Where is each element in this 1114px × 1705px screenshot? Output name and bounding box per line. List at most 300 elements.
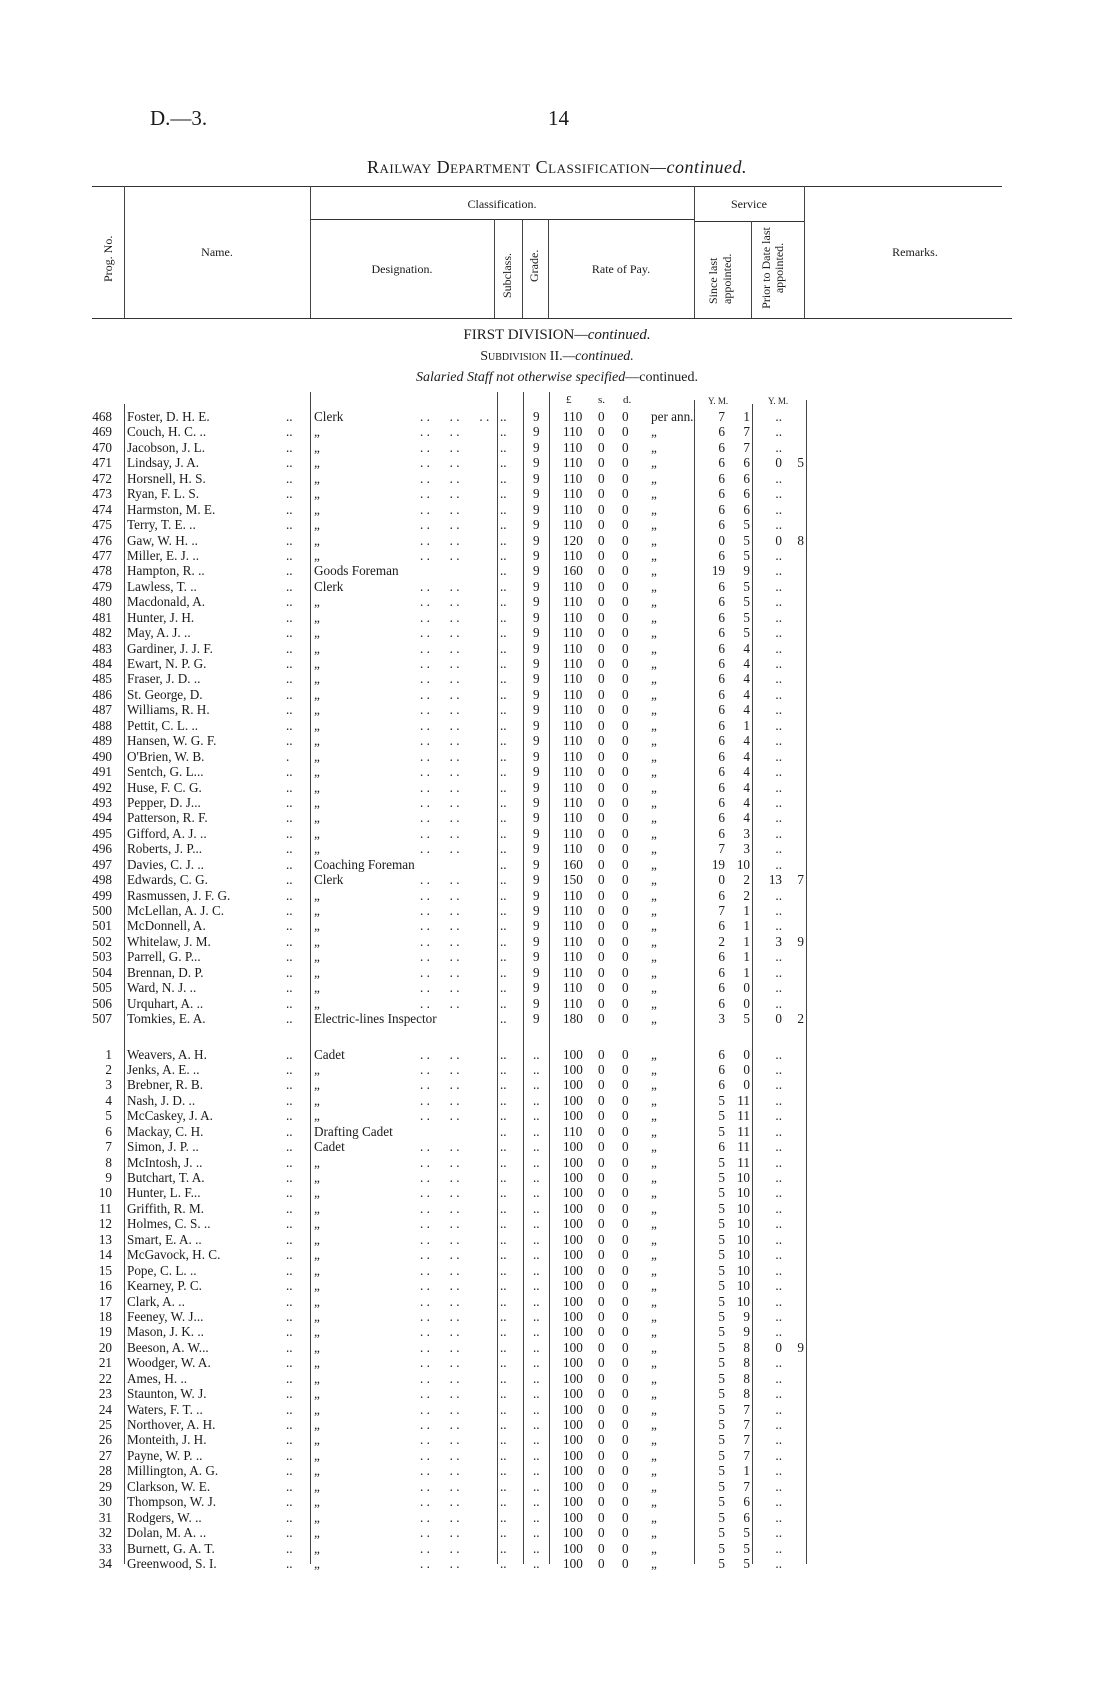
cell-designation-leader: . . . . <box>420 1185 460 1201</box>
cell-pay-pounds: 180 <box>563 1011 583 1027</box>
cell-pay-period: „ <box>651 1463 657 1479</box>
cell-grade: 9 <box>533 964 540 980</box>
cell-since-years: 6 <box>718 486 725 502</box>
cell-pay-period: „ <box>651 1092 657 1108</box>
cell-since-years: 5 <box>718 1494 725 1510</box>
cell-since-years: 5 <box>718 1216 725 1232</box>
cell-pay-pence: 0 <box>622 1262 629 1278</box>
cell-prog-no: 9 <box>105 1170 112 1185</box>
cell-prior-years: .. <box>775 733 782 749</box>
cell-pay-pence: 0 <box>622 1463 629 1479</box>
cell-designation: „ <box>314 825 320 841</box>
cell-designation: „ <box>314 1370 320 1386</box>
table-row <box>0 1340 1114 1355</box>
cell-since-months: 3 <box>743 841 750 857</box>
unit-pence: d. <box>623 394 632 406</box>
cell-name: St. George, D. <box>127 686 203 702</box>
cell-since-years: 6 <box>718 748 725 764</box>
cell-name: May, A. J. .. <box>127 625 191 641</box>
cell-pay-shillings: 0 <box>598 1216 605 1232</box>
cell-pay-shillings: 0 <box>598 1324 605 1340</box>
cell-pay-pounds: 110 <box>563 640 583 656</box>
cell-pay-pounds: 100 <box>563 1432 583 1448</box>
cell-name-leader: .. <box>286 810 293 826</box>
cell-grade: 9 <box>533 856 540 872</box>
cell-pay-shillings: 0 <box>598 671 605 687</box>
cell-pay-period: „ <box>651 1339 657 1355</box>
cell-name: Harmston, M. E. <box>127 501 216 517</box>
cell-since-years: 5 <box>718 1401 725 1417</box>
cell-subclass: .. <box>500 1262 507 1278</box>
table-row <box>0 1201 1114 1216</box>
cell-prior-years: .. <box>775 779 782 795</box>
staff-heading <box>0 370 1114 386</box>
cell-designation: „ <box>314 1231 320 1247</box>
cell-pay-shillings: 0 <box>598 1525 605 1541</box>
cell-pay-pounds: 110 <box>563 455 583 471</box>
cell-since-years: 7 <box>718 903 725 918</box>
cell-pay-pence: 0 <box>622 686 629 702</box>
cell-prog-no: 486 <box>92 686 112 702</box>
cell-prior-years: .. <box>775 810 782 826</box>
header-prog-no: Prog. No. <box>101 235 115 282</box>
cell-pay-shillings: 0 <box>598 501 605 517</box>
cell-pay-period: „ <box>651 1061 657 1077</box>
cell-pay-pounds: 100 <box>563 1154 583 1170</box>
cell-prior-years: .. <box>775 949 782 965</box>
table-row <box>0 1402 1114 1417</box>
cell-name: Dolan, M. A. .. <box>127 1525 207 1541</box>
cell-pay-period: „ <box>651 640 657 656</box>
cell-pay-shillings: 0 <box>598 794 605 810</box>
cell-prior-years: .. <box>775 1278 782 1294</box>
cell-designation: „ <box>314 1525 320 1541</box>
cell-pay-pence: 0 <box>622 1540 629 1556</box>
cell-pay-shillings: 0 <box>598 1170 605 1185</box>
cell-subclass: .. <box>500 1478 507 1494</box>
cell-since-years: 0 <box>718 532 725 548</box>
classification-rule <box>310 219 694 220</box>
cell-grade: .. <box>533 1278 540 1294</box>
cell-designation-leader: . . . . <box>420 1308 460 1324</box>
table-row <box>0 965 1114 980</box>
cell-prog-no: 29 <box>98 1478 112 1494</box>
cell-grade: .. <box>533 1355 540 1371</box>
cell-prior-months: 9 <box>797 933 804 949</box>
cell-pay-pounds: 100 <box>563 1370 583 1386</box>
cell-name: Macdonald, A. <box>127 594 206 610</box>
cell-prog-no: 487 <box>92 702 112 718</box>
header-divider <box>751 221 752 318</box>
cell-grade: 9 <box>533 686 540 702</box>
cell-since-months: 10 <box>736 1247 750 1263</box>
cell-pay-period: „ <box>651 1417 657 1432</box>
cell-since-years: 6 <box>718 964 725 980</box>
cell-designation-leader: . . . . <box>420 1494 460 1510</box>
cell-pay-shillings: 0 <box>598 1432 605 1448</box>
cell-pay-pounds: 110 <box>563 748 583 764</box>
cell-prog-no: 507 <box>92 1011 112 1027</box>
cell-prior-years: .. <box>775 439 782 455</box>
cell-name: Tomkies, E. A. <box>127 1011 206 1027</box>
cell-pay-shillings: 0 <box>598 1061 605 1077</box>
cell-pay-pounds: 100 <box>563 1339 583 1355</box>
cell-designation: „ <box>314 1386 320 1402</box>
cell-since-months: 6 <box>743 1494 750 1510</box>
cell-name: Brennan, D. P. <box>127 964 204 980</box>
table-row <box>0 780 1114 795</box>
cell-since-years: 6 <box>718 825 725 841</box>
table-row <box>0 1510 1114 1525</box>
cell-since-months: 1 <box>743 949 750 965</box>
cell-subclass: .. <box>500 887 507 903</box>
cell-pay-period: „ <box>651 1216 657 1232</box>
cell-pay-pence: 0 <box>622 794 629 810</box>
cell-since-months: 1 <box>743 1463 750 1479</box>
cell-grade: .. <box>533 1447 540 1463</box>
cell-since-months: 11 <box>737 1139 750 1155</box>
cell-prior-years: .. <box>775 671 782 687</box>
cell-pay-pounds: 110 <box>563 841 583 857</box>
table-row <box>0 1247 1114 1262</box>
cell-pay-period: „ <box>651 547 657 563</box>
page-title-continued: —continued. <box>649 157 747 177</box>
cell-since-years: 6 <box>718 594 725 610</box>
cell-name-leader: .. <box>286 1092 293 1108</box>
cell-since-years: 5 <box>718 1509 725 1525</box>
cell-pay-shillings: 0 <box>598 1262 605 1278</box>
cell-designation-leader: . . . . <box>420 1108 460 1124</box>
table-row <box>0 1108 1114 1123</box>
cell-designation: „ <box>314 1401 320 1417</box>
cell-designation: „ <box>314 547 320 563</box>
cell-pay-pence: 0 <box>622 903 629 918</box>
cell-grade: .. <box>533 1417 540 1432</box>
cell-name-leader: .. <box>286 640 293 656</box>
cell-name: Brebner, R. B. <box>127 1077 204 1093</box>
table-row <box>0 1541 1114 1556</box>
cell-since-months: 0 <box>743 995 750 1011</box>
cell-prog-no: 26 <box>98 1432 112 1448</box>
cell-grade: .. <box>533 1046 540 1062</box>
cell-name-leader: .. <box>286 1555 293 1571</box>
cell-designation: „ <box>314 1061 320 1077</box>
cell-prior-years: .. <box>775 1046 782 1062</box>
cell-prior-months: 2 <box>797 1011 804 1027</box>
cell-pay-period: „ <box>651 1540 657 1556</box>
cell-pay-period: „ <box>651 455 657 471</box>
cell-prior-years: .. <box>775 1200 782 1216</box>
cell-name: Parrell, G. P... <box>127 949 201 965</box>
cell-designation-leader: . . . . <box>420 1046 460 1062</box>
cell-grade: .. <box>533 1293 540 1309</box>
cell-prior-years: .. <box>775 609 782 625</box>
cell-designation: „ <box>314 1494 320 1510</box>
cell-name-leader: .. <box>286 656 293 671</box>
cell-pay-pence: 0 <box>622 856 629 872</box>
cell-pay-shillings: 0 <box>598 1185 605 1201</box>
cell-pay-period: „ <box>651 470 657 486</box>
cell-pay-shillings: 0 <box>598 609 605 625</box>
cell-prog-no: 28 <box>98 1463 112 1479</box>
cell-since-years: 5 <box>718 1432 725 1448</box>
cell-designation: „ <box>314 1278 320 1294</box>
cell-subclass: .. <box>500 1509 507 1525</box>
cell-designation-leader: . . . . <box>420 1401 460 1417</box>
cell-pay-shillings: 0 <box>598 1247 605 1263</box>
cell-pay-shillings: 0 <box>598 825 605 841</box>
cell-since-years: 6 <box>718 455 725 471</box>
staff-continued: —continued. <box>625 370 698 385</box>
table-row <box>0 533 1114 548</box>
cell-name: Jenks, A. E. .. <box>127 1061 200 1077</box>
cell-pay-period: „ <box>651 501 657 517</box>
cell-pay-period: „ <box>651 1525 657 1541</box>
table-row <box>0 440 1114 455</box>
table-row <box>0 1432 1114 1447</box>
cell-pay-pence: 0 <box>622 1077 629 1093</box>
cell-prior-months: 8 <box>797 532 804 548</box>
cell-designation-leader: . . . . <box>420 1324 460 1340</box>
cell-since-months: 10 <box>736 1200 750 1216</box>
table-row <box>0 1448 1114 1463</box>
cell-pay-pence: 0 <box>622 1154 629 1170</box>
cell-pay-pounds: 110 <box>563 609 583 625</box>
cell-pay-shillings: 0 <box>598 1355 605 1371</box>
cell-name-leader: .. <box>286 872 293 888</box>
cell-pay-pounds: 110 <box>563 501 583 517</box>
cell-since-months: 7 <box>743 1417 750 1432</box>
cell-prior-years: 0 <box>775 455 782 471</box>
cell-prior-years: .. <box>775 995 782 1011</box>
cell-grade: 9 <box>533 949 540 965</box>
cell-prior-years: .. <box>775 578 782 594</box>
table-row <box>0 1263 1114 1278</box>
cell-designation-leader: . . . . <box>420 1509 460 1525</box>
cell-prog-no: 478 <box>92 563 112 579</box>
cell-name: Patterson, R. F. <box>127 810 208 826</box>
cell-pay-pence: 0 <box>622 949 629 965</box>
cell-pay-pounds: 100 <box>563 1555 583 1571</box>
cell-subclass: .. <box>500 1370 507 1386</box>
cell-prog-no: 2 <box>105 1061 112 1077</box>
cell-name-leader: .. <box>286 964 293 980</box>
cell-designation: „ <box>314 1262 320 1278</box>
cell-subclass: .. <box>500 949 507 965</box>
cell-prior-years: .. <box>775 1061 782 1077</box>
cell-prog-no: 502 <box>92 933 112 949</box>
cell-designation: „ <box>314 995 320 1011</box>
cell-pay-pounds: 100 <box>563 1509 583 1525</box>
cell-name-leader: .. <box>286 702 293 718</box>
cell-designation-leader: . . . . <box>420 717 460 733</box>
table-row <box>0 903 1114 918</box>
cell-since-years: 6 <box>718 1139 725 1155</box>
cell-pay-period: „ <box>651 1154 657 1170</box>
cell-prog-no: 34 <box>98 1555 112 1571</box>
cell-pay-pounds: 100 <box>563 1355 583 1371</box>
cell-name-leader: .. <box>286 1370 293 1386</box>
cell-subclass: .. <box>500 702 507 718</box>
cell-since-months: 5 <box>743 625 750 641</box>
cell-designation: „ <box>314 532 320 548</box>
cell-grade: 9 <box>533 486 540 502</box>
cell-since-months: 7 <box>743 424 750 440</box>
cell-prog-no: 488 <box>92 717 112 733</box>
cell-name-leader: .. <box>286 717 293 733</box>
cell-pay-pounds: 110 <box>563 470 583 486</box>
cell-grade: .. <box>533 1185 540 1201</box>
cell-since-months: 2 <box>743 887 750 903</box>
cell-subclass: .. <box>500 532 507 548</box>
cell-since-months: 6 <box>743 486 750 502</box>
cell-pay-pounds: 100 <box>563 1216 583 1232</box>
cell-designation: „ <box>314 779 320 795</box>
cell-pay-pounds: 100 <box>563 1077 583 1093</box>
cell-since-months: 5 <box>743 547 750 563</box>
cell-designation-leader: . . . . <box>420 980 460 996</box>
cell-pay-period: „ <box>651 1123 657 1139</box>
cell-subclass: .. <box>500 1278 507 1294</box>
cell-subclass: .. <box>500 609 507 625</box>
cell-subclass: .. <box>500 1339 507 1355</box>
cell-since-months: 8 <box>743 1339 750 1355</box>
cell-name: Fraser, J. D. .. <box>127 671 201 687</box>
cell-name: Couch, H. C. .. <box>127 424 207 440</box>
cell-pay-period: „ <box>651 702 657 718</box>
cell-name: Edwards, C. G. <box>127 872 208 888</box>
table-row <box>0 1216 1114 1231</box>
cell-pay-period: „ <box>651 980 657 996</box>
cell-pay-shillings: 0 <box>598 1540 605 1556</box>
cell-pay-period: „ <box>651 887 657 903</box>
cell-pay-shillings: 0 <box>598 1463 605 1479</box>
table-row <box>0 594 1114 609</box>
table-row <box>0 548 1114 563</box>
cell-grade: .. <box>533 1139 540 1155</box>
table-row <box>0 934 1114 949</box>
cell-since-months: 10 <box>736 1293 750 1309</box>
cell-prior-years: .. <box>775 409 782 424</box>
cell-pay-pounds: 100 <box>563 1308 583 1324</box>
division-name: FIRST DIVISION <box>463 327 575 343</box>
cell-prog-no: 470 <box>92 439 112 455</box>
cell-since-years: 5 <box>718 1339 725 1355</box>
cell-since-years: 5 <box>718 1170 725 1185</box>
table-row <box>0 795 1114 810</box>
cell-name-leader: .. <box>286 439 293 455</box>
cell-designation-leader: . . . . <box>420 903 460 918</box>
cell-pay-pence: 0 <box>622 455 629 471</box>
cell-designation: „ <box>314 1324 320 1340</box>
cell-pay-shillings: 0 <box>598 1401 605 1417</box>
header-designation: Designation. <box>371 262 433 276</box>
header-rate-of-pay: Rate of Pay. <box>591 262 651 276</box>
cell-prog-no: 12 <box>98 1216 112 1232</box>
cell-prog-no: 13 <box>98 1231 112 1247</box>
table-row <box>0 455 1114 470</box>
cell-pay-pence: 0 <box>622 1447 629 1463</box>
cell-pay-period: „ <box>651 517 657 533</box>
table-row <box>0 1155 1114 1170</box>
cell-name: Clark, A. .. <box>127 1293 185 1309</box>
cell-subclass: .. <box>500 517 507 533</box>
cell-prog-no: 476 <box>92 532 112 548</box>
cell-since-years: 6 <box>718 517 725 533</box>
cell-since-years: 6 <box>718 733 725 749</box>
cell-pay-shillings: 0 <box>598 455 605 471</box>
cell-since-years: 0 <box>718 872 725 888</box>
cell-designation-leader: . . . . <box>420 547 460 563</box>
cell-grade: 9 <box>533 702 540 718</box>
cell-pay-pence: 0 <box>622 1432 629 1448</box>
cell-name: Davies, C. J. .. <box>127 856 204 872</box>
cell-designation: „ <box>314 1478 320 1494</box>
cell-name-leader: .. <box>286 1061 293 1077</box>
cell-designation: „ <box>314 1463 320 1479</box>
cell-since-months: 5 <box>743 594 750 610</box>
cell-name-leader: .. <box>286 841 293 857</box>
cell-subclass: .. <box>500 764 507 780</box>
cell-prog-no: 496 <box>92 841 112 857</box>
cell-grade: .. <box>533 1061 540 1077</box>
cell-name-leader: .. <box>286 1139 293 1155</box>
cell-pay-pounds: 100 <box>563 1540 583 1556</box>
cell-prior-years: .. <box>775 856 782 872</box>
cell-name: Hansen, W. G. F. <box>127 733 217 749</box>
cell-since-months: 1 <box>743 918 750 934</box>
cell-designation: Coaching Foreman <box>314 856 415 872</box>
cell-pay-pounds: 100 <box>563 1478 583 1494</box>
cell-pay-shillings: 0 <box>598 748 605 764</box>
cell-pay-pence: 0 <box>622 625 629 641</box>
cell-name-leader: .. <box>286 1278 293 1294</box>
cell-pay-shillings: 0 <box>598 1308 605 1324</box>
cell-grade: .. <box>533 1231 540 1247</box>
cell-prior-years: .. <box>775 1108 782 1124</box>
cell-pay-period: „ <box>651 903 657 918</box>
cell-name-leader: .. <box>286 1170 293 1185</box>
cell-grade: 9 <box>533 671 540 687</box>
cell-since-months: 4 <box>743 671 750 687</box>
cell-name-leader: .. <box>286 733 293 749</box>
classification-table <box>0 409 1114 1571</box>
cell-name-leader: .. <box>286 1247 293 1263</box>
cell-name: Smart, E. A. .. <box>127 1231 202 1247</box>
cell-pay-pence: 0 <box>622 594 629 610</box>
cell-since-years: 6 <box>718 887 725 903</box>
cell-designation: Drafting Cadet <box>314 1123 393 1139</box>
cell-prior-months: 7 <box>797 872 804 888</box>
cell-pay-period: „ <box>651 1046 657 1062</box>
cell-subclass: .. <box>500 1185 507 1201</box>
cell-since-months: 0 <box>743 1061 750 1077</box>
cell-since-years: 6 <box>718 424 725 440</box>
cell-pay-pounds: 110 <box>563 995 583 1011</box>
cell-name-leader: .. <box>286 980 293 996</box>
cell-grade: 9 <box>533 594 540 610</box>
table-row <box>0 610 1114 625</box>
cell-grade: .. <box>533 1108 540 1124</box>
cell-pay-pence: 0 <box>622 748 629 764</box>
division-continued: —continued. <box>574 327 651 343</box>
cell-designation-leader: . . . . <box>420 594 460 610</box>
cell-since-years: 5 <box>718 1478 725 1494</box>
cell-pay-pence: 0 <box>622 1185 629 1201</box>
cell-pay-pence: 0 <box>622 1247 629 1263</box>
cell-pay-pence: 0 <box>622 1417 629 1432</box>
cell-designation: „ <box>314 1432 320 1448</box>
